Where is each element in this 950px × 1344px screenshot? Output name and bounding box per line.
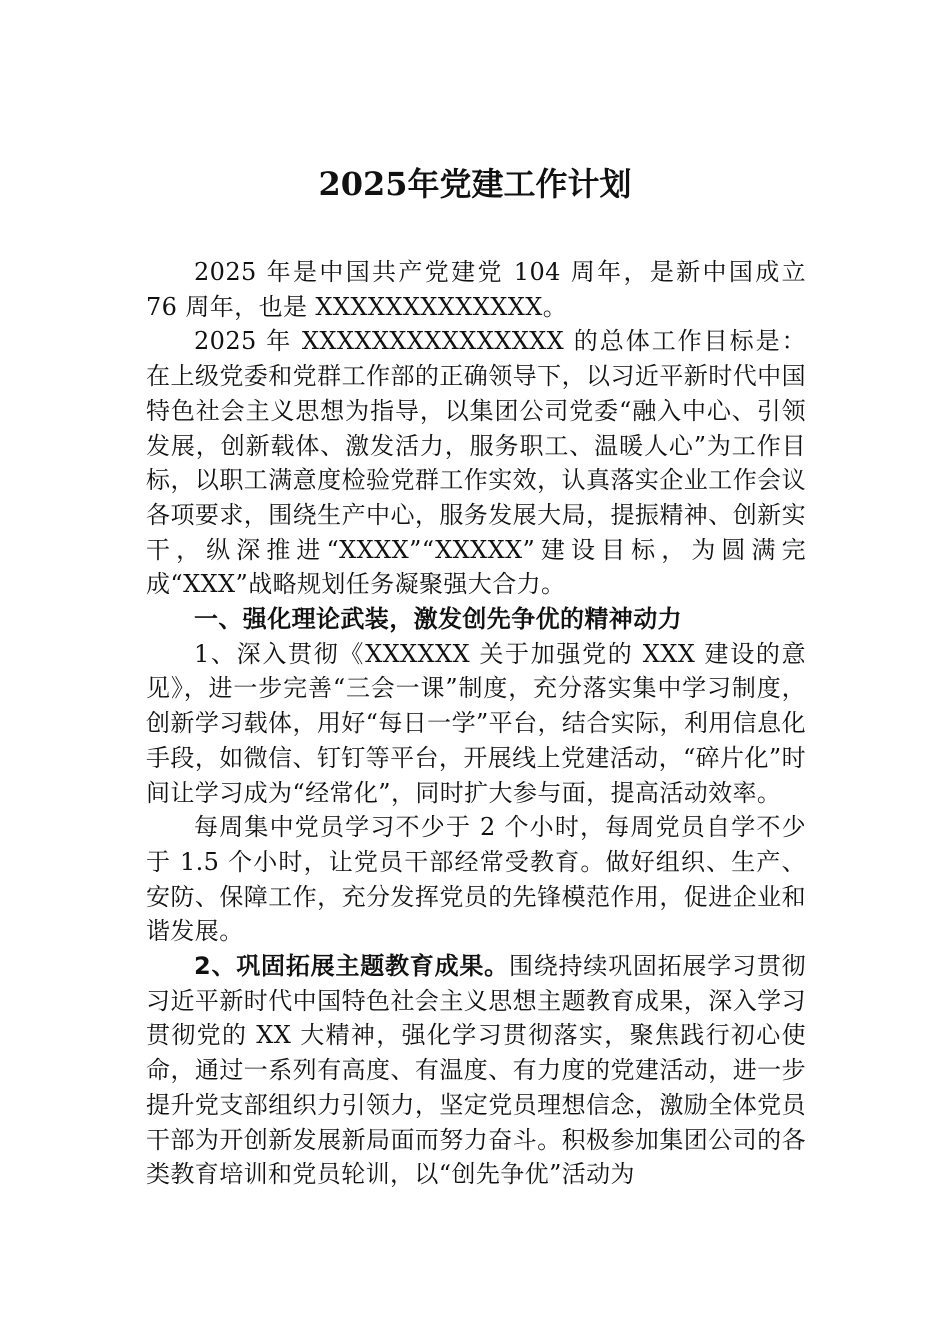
section-heading-1: 一、强化理论武装，激发创先争优的精神动力 [194, 605, 682, 634]
document-title: 2025年党建工作计划 [318, 165, 632, 203]
goal-paragraph: 2025 年 XXXXXXXXXXXXXXX 的总体工作目标是：在上级党委和党群工作部的正确领导下，以习近平新时代中国特色社会主义思想为指导，以集团公司党委“融入中心、引领发展，创新载体、激发活力，服务职工、温暖人心”为工作目标，以职工满意度检验党群工作实效，认真落实企业工作会议各项要求，围绕生产中心，服务发展大局，提振精神、创新实干，纵深推进“XXXX”“XXXXX”建设目标，为圆满完成“XXX”战略规划任务凝聚强大合力。 [146, 327, 806, 599]
item-1-followup-paragraph: 每周集中党员学习不少于 2 个小时，每周党员自学不少于 1.5 个小时，让党员干部经常受教育。做好组织、生产、安防、保障工作，充分发挥党员的先锋模范作用，促进企业和谐发展。 [146, 813, 806, 946]
intro-paragraph: 2025 年是中国共产党建党 104 周年，是新中国成立 76 周年，也是 XXXXXXXXXXXXX。 [146, 258, 806, 321]
item-2-body: 围绕持续巩固拓展学习贯彻习近平新时代中国特色社会主义思想主题教育成果，深入学习贯彻党的 XX 大精神，强化学习贯彻落实，聚焦践行初心使命，通过一系列有高度、有温度、有力度的党建活动，进一步提升党支部组织力引领力，坚定党员理想信念，激励全体党员干部为开创新发展新局面而努力奋斗。积极参加集团公司的各类教育培训和党员轮训，以“创先争优”活动为 [146, 952, 806, 1189]
item-1-paragraph: 1、深入贯彻《XXXXXX 关于加强党的 XXX 建设的意见》，进一步完善“三会一课”制度，充分落实集中学习制度，创新学习载体，用好“每日一学”平台，结合实际，利用信息化手段，如微信、钉钉等平台，开展线上党建活动，“碎片化”时间让学习成为“经常化”，同时扩大参与面，提高活动效率。 [146, 639, 806, 807]
item-2-lead: 2、巩固拓展主题教育成果。 [194, 952, 509, 981]
document-body [146, 255, 806, 1192]
item-2-paragraph [146, 949, 806, 1192]
